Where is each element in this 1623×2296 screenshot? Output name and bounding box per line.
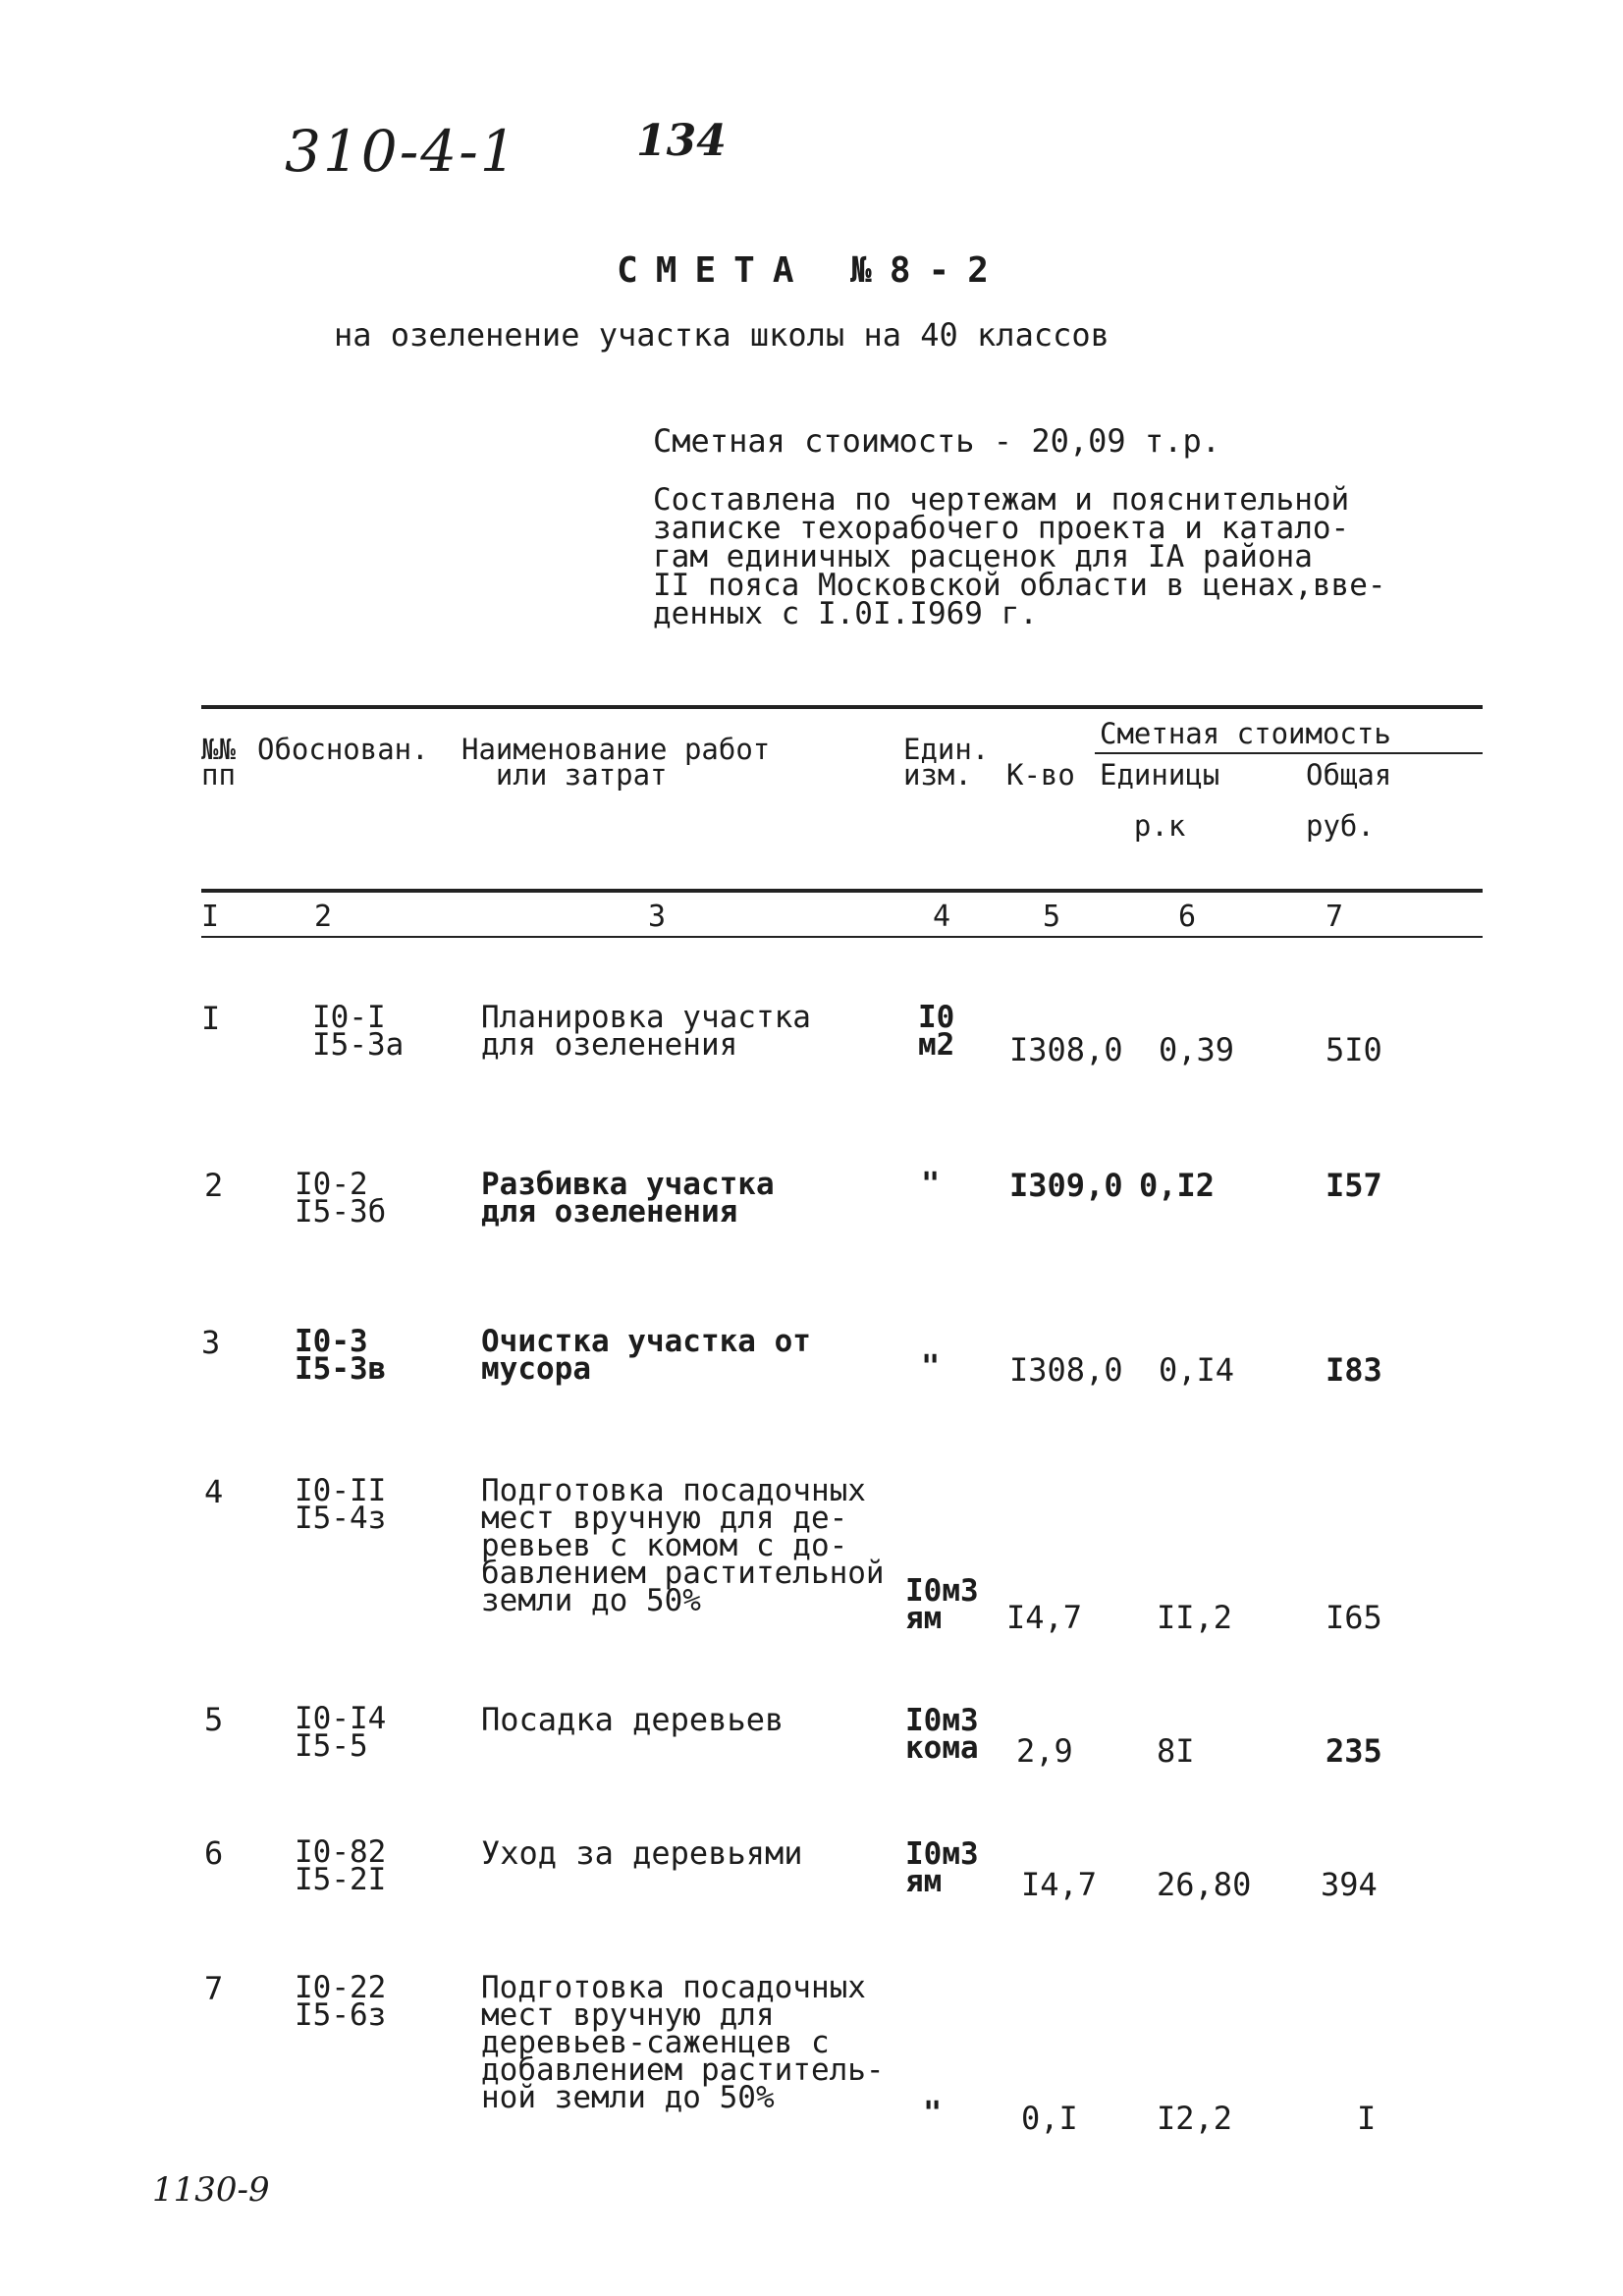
row-basis: I0-I I5-3а <box>312 1000 405 1063</box>
row-num: 3 <box>201 1324 221 1361</box>
row-total: I57 <box>1325 1167 1382 1204</box>
row-num: I <box>201 1000 221 1037</box>
row-qty: 0,I <box>1021 2100 1078 2137</box>
page-number: 134 <box>636 116 727 166</box>
row-qty: I308,0 <box>1009 1031 1123 1068</box>
row-basis: I0-22 I5-6з <box>295 1970 387 2033</box>
header-unit: Един. изм. <box>903 733 990 792</box>
row-unit: " <box>921 1347 941 1385</box>
row-unit-price: 26,80 <box>1157 1866 1252 1903</box>
row-basis: I0-82 I5-2I <box>295 1834 387 1897</box>
document-subtitle: на озеленение участка школы на 40 классов <box>334 316 1109 354</box>
row-unit: I0 м2 <box>918 1000 955 1063</box>
column-number: 3 <box>648 900 667 934</box>
row-name: Подготовка посадочных мест вручную для деревьев-саженцев с добавлением раститель- ной земли до 50% <box>481 1970 885 2115</box>
table-top-rule <box>201 705 1483 709</box>
row-name: Разбивка участка для озеленения <box>481 1167 775 1230</box>
row-unit-price: II,2 <box>1157 1599 1233 1636</box>
column-number: 4 <box>933 900 951 934</box>
row-basis: I0-3 I5-3в <box>295 1324 387 1387</box>
header-qty: К-во <box>1006 758 1075 792</box>
header-total: Общая руб. <box>1306 758 1392 843</box>
row-qty: I308,0 <box>1009 1351 1123 1389</box>
row-unit-price: 0,39 <box>1159 1031 1235 1068</box>
row-basis: I0-2 I5-3б <box>295 1167 387 1230</box>
document-title: СМЕТА №8-2 <box>617 250 1006 291</box>
compilation-note: Составлена по чертежам и пояснительной записке техорабочего проекта и катало- гам единичных расценок для IА района II пояса Московской области в ценах,вве- денных с I.0I.I969 г. <box>653 482 1386 631</box>
row-unit: I0м3 ям <box>905 1836 979 1899</box>
column-number: 7 <box>1325 900 1344 934</box>
column-number-rule <box>201 936 1483 938</box>
row-basis: I0-II I5-4з <box>295 1473 387 1536</box>
row-unit: " <box>921 1165 941 1202</box>
row-unit-price: 0,I4 <box>1159 1351 1235 1389</box>
row-unit: I0м3 кома <box>905 1703 979 1766</box>
header-cost-group: Сметная стоимость <box>1100 717 1391 750</box>
column-number: I <box>201 900 220 934</box>
row-qty: I309,0 <box>1009 1167 1123 1204</box>
row-name: Посадка деревьев <box>481 1701 784 1738</box>
column-number: 6 <box>1178 900 1197 934</box>
header-name: Наименование работ или затрат <box>461 733 771 792</box>
header-basis: Обоснован. <box>257 733 429 766</box>
row-total: I65 <box>1325 1599 1382 1636</box>
header-bottom-rule <box>201 889 1483 893</box>
estimated-cost: Сметная стоимость - 20,09 т.р. <box>653 422 1220 460</box>
row-unit-price: 0,I2 <box>1139 1167 1216 1204</box>
row-total: I <box>1357 2100 1377 2137</box>
row-unit: " <box>923 2094 943 2131</box>
row-qty: I4,7 <box>1006 1599 1083 1636</box>
row-num: 2 <box>204 1167 224 1204</box>
document-code: 310-4-1 <box>285 118 518 185</box>
row-unit: I0м3 ям <box>905 1573 979 1636</box>
row-name: Подготовка посадочных мест вручную для де- ревьев с комом с до- бавлением растительной земли до 50% <box>481 1473 885 1618</box>
column-number: 2 <box>314 900 333 934</box>
row-total: 235 <box>1325 1732 1382 1770</box>
row-name: Уход за деревьями <box>481 1834 803 1872</box>
footer-code: 1130-9 <box>152 2170 270 2210</box>
row-name: Очистка участка от мусора <box>481 1324 811 1387</box>
row-total: 5I0 <box>1325 1031 1382 1068</box>
row-num: 5 <box>204 1701 224 1738</box>
row-basis: I0-I4 I5-5 <box>295 1701 387 1764</box>
row-qty: I4,7 <box>1021 1866 1098 1903</box>
row-num: 6 <box>204 1834 224 1872</box>
cost-group-underline <box>1095 752 1483 754</box>
header-unit-price: Единицы р.к <box>1100 758 1220 843</box>
row-total: 394 <box>1321 1866 1378 1903</box>
row-num: 7 <box>204 1970 224 2007</box>
row-unit-price: I2,2 <box>1157 2100 1233 2137</box>
row-name: Планировка участка для озеленения <box>481 1000 811 1063</box>
row-num: 4 <box>204 1473 224 1510</box>
header-num: №№ пп <box>201 733 236 792</box>
row-unit-price: 8I <box>1157 1732 1195 1770</box>
row-qty: 2,9 <box>1016 1732 1073 1770</box>
row-total: I83 <box>1325 1351 1382 1389</box>
column-number: 5 <box>1043 900 1061 934</box>
